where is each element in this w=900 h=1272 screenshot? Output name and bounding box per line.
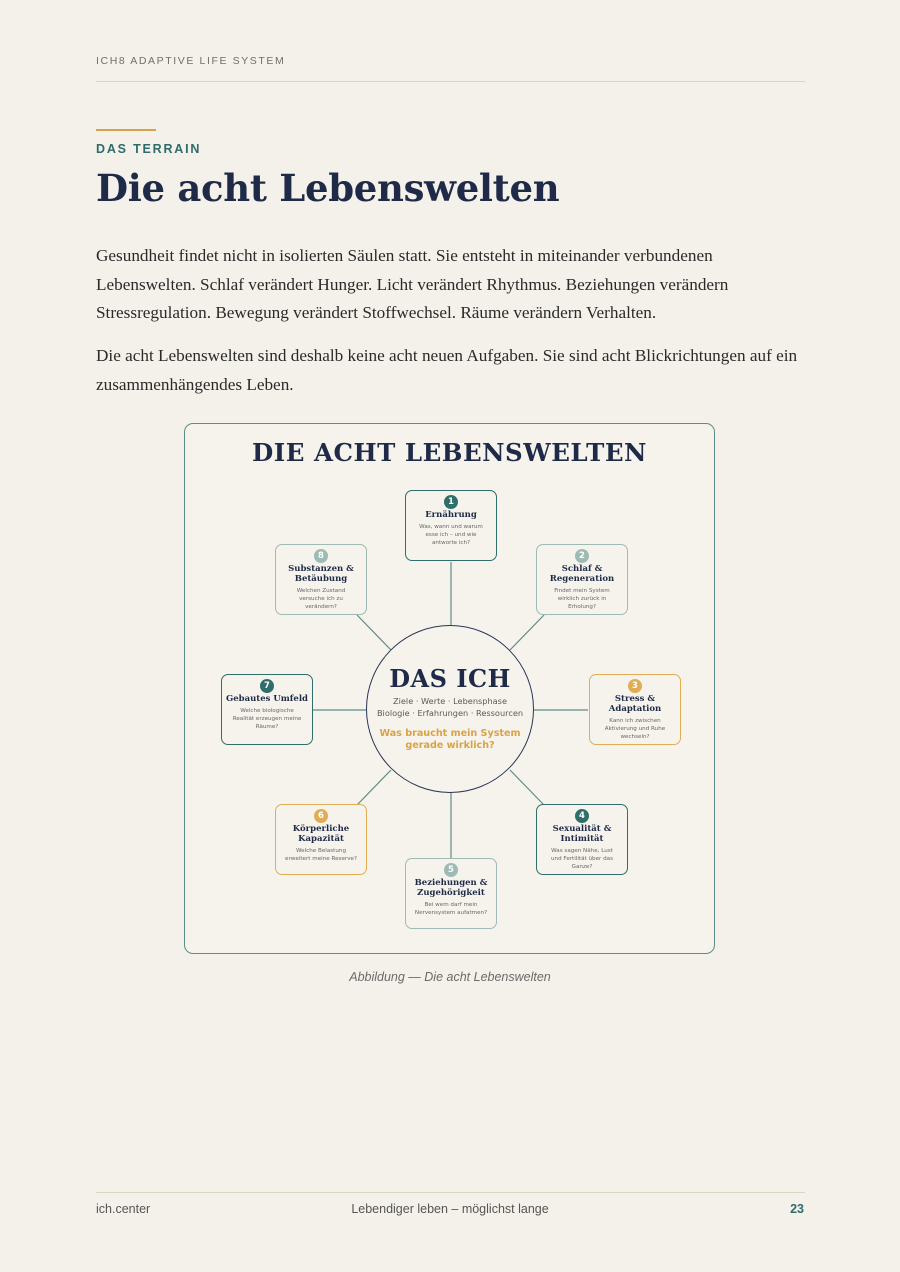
footer-site-link[interactable]: ich.center	[96, 1202, 151, 1216]
connector-line-8	[357, 615, 391, 650]
connector-line-6	[357, 770, 391, 805]
connector-line-4	[510, 770, 544, 805]
hub-question: Was braucht mein System gerade wirklich?	[379, 728, 521, 751]
node-number-badge: 8	[314, 549, 328, 563]
node-6-koerperliche-kapazitaet	[275, 804, 367, 875]
node-8-substanzen	[275, 544, 367, 615]
node-4-sexualitaet	[536, 804, 628, 875]
node-question: Was sagen Nähe, Lust und Fertilität über das Ganze?	[550, 848, 614, 870]
node-1-ernaehrung	[405, 490, 497, 561]
figure-lebenswelten	[184, 423, 715, 954]
page-title: Die acht Lebenswelten	[96, 166, 560, 210]
header-divider	[96, 81, 805, 82]
node-title: Beziehungen & Zugehörigkeit	[414, 878, 488, 898]
node-title: Schlaf & Regeneration	[549, 564, 615, 584]
node-question: Welche Belastung erweitert meine Reserve?	[285, 848, 357, 862]
node-number-badge: 5	[444, 863, 458, 877]
node-3-stress	[589, 674, 681, 745]
node-number-badge: 7	[260, 679, 274, 693]
hub-das-ich	[366, 625, 534, 793]
node-number-badge: 6	[314, 809, 328, 823]
figure-caption: Abbildung — Die acht Lebenswelten	[349, 970, 551, 984]
node-question: Welche biologische Realität erzeugen meine Räume?	[232, 708, 302, 730]
page-number: 23	[790, 1202, 804, 1216]
footer-divider	[96, 1192, 805, 1193]
node-number-badge: 1	[444, 495, 458, 509]
node-question: Welchen Zustand versuche ich zu verändern?	[296, 588, 346, 610]
node-7-gebautes-umfeld	[221, 674, 313, 745]
node-question: Kann ich zwischen Aktivierung und Ruhe wechseln?	[604, 718, 666, 740]
node-title: Substanzen & Betäubung	[288, 564, 354, 584]
connector-line-2	[510, 615, 544, 650]
node-question: Was, wann und warum esse ich – und wie antworte ich?	[419, 524, 483, 546]
footer-tagline: Lebendiger leben – möglichst lange	[351, 1202, 549, 1216]
hub-subtitle-2: Biologie · Erfahrungen · Ressourcen	[376, 707, 524, 718]
node-question: Bei wem darf mein Nervensystem aufatmen?	[414, 902, 488, 916]
node-5-beziehungen	[405, 858, 497, 929]
section-kicker: DAS TERRAIN	[96, 142, 202, 156]
node-2-schlaf	[536, 544, 628, 615]
hub-title: DAS ICH	[389, 664, 511, 693]
node-question: Findet mein System wirklich zurück in Erholung?	[554, 588, 610, 610]
node-number-badge: 4	[575, 809, 589, 823]
body-paragraph-1: Gesundheit findet nicht in isolierten Säulen statt. Sie entsteht in miteinander verbundenen Lebenswelten. Schlaf verändert Hunger. Licht verändert Rhythmus. Beziehungen verändern Stressregulation. Bewegung verändert Stoffwechsel. Räume verändern Verhalten.	[96, 246, 729, 322]
body-paragraph-2: Die acht Lebenswelten sind deshalb keine acht neuen Aufgaben. Sie sind acht Blickrichtungen auf ein zusammenhängendes Leben.	[96, 346, 798, 394]
hub-subtitle-1: Ziele · Werte · Lebensphase	[393, 696, 507, 706]
node-title: Ernährung	[425, 510, 477, 520]
figure-title: DIE ACHT LEBENSWELTEN	[252, 438, 647, 467]
node-title: Körperliche Kapazität	[292, 824, 350, 844]
kicker-accent-line	[96, 129, 156, 131]
node-title: Gebautes Umfeld	[225, 694, 309, 704]
node-number-badge: 2	[575, 549, 589, 563]
running-title: ICH8 ADAPTIVE LIFE SYSTEM	[96, 55, 286, 67]
node-title: Sexualität & Intimität	[552, 824, 612, 844]
node-title: Stress & Adaptation	[608, 694, 662, 714]
node-number-badge: 3	[628, 679, 642, 693]
